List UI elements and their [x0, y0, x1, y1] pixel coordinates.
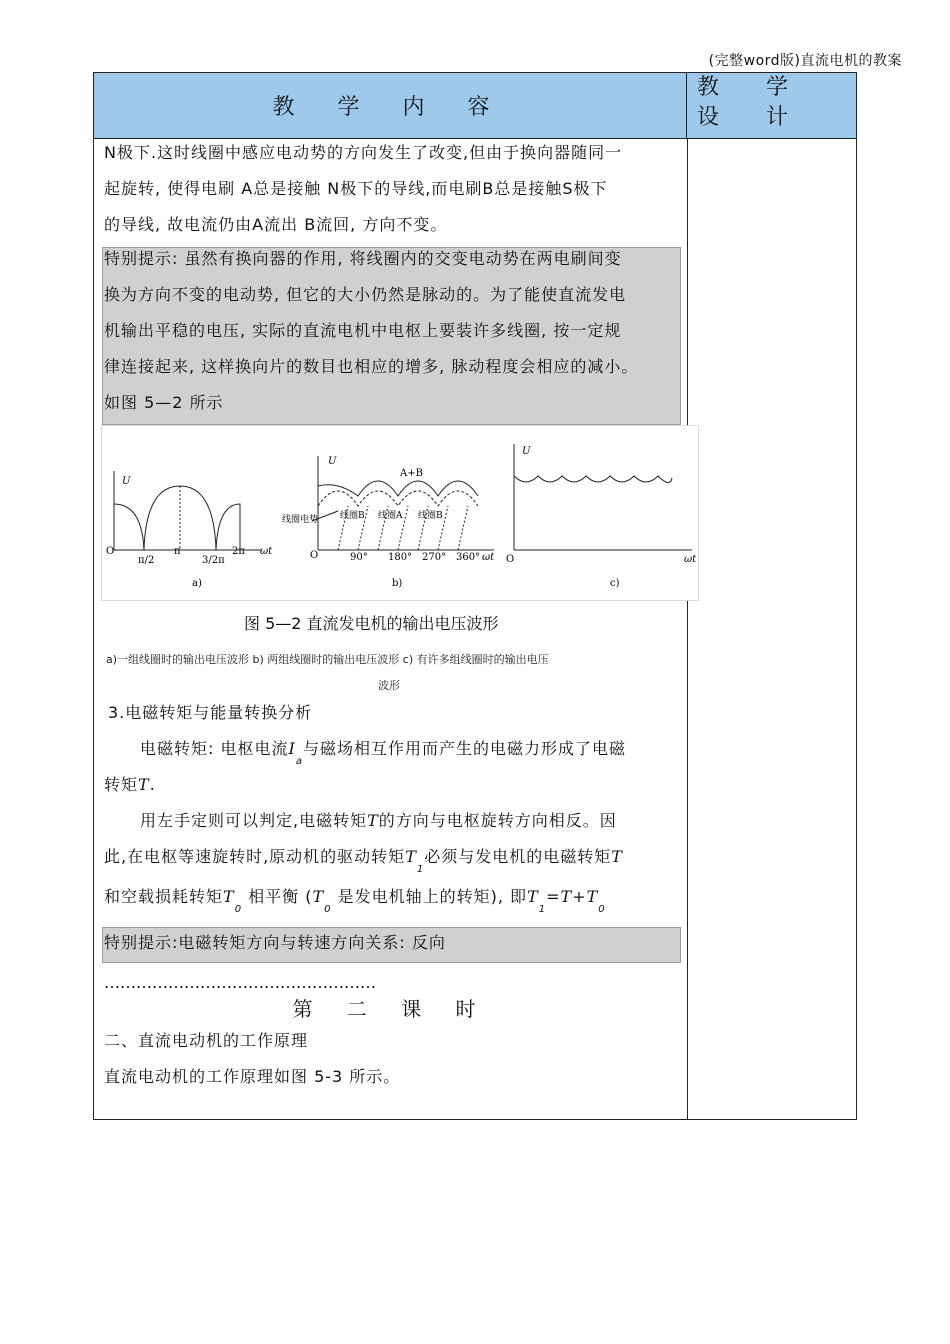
b-origin: O: [310, 550, 319, 561]
waveform-a: [114, 471, 262, 550]
figure-subcaption-2: 波形: [378, 679, 400, 692]
document-header: (完整word版)直流电机的教案: [708, 53, 902, 69]
a-origin: O: [106, 546, 115, 557]
lesson-2-title: 第 二 课 时: [292, 997, 490, 1021]
b-label: b): [392, 578, 403, 589]
a-tick-2: π: [174, 546, 181, 557]
left-hand-rule-cont: 此,在电枢等速旋转时,原动机的驱动转矩$T_1$必须与发电机的电磁转矩T: [104, 847, 623, 875]
lesson-table: [93, 72, 857, 1120]
paragraph-commutation: N极下.这时线圈中感应电动势的方向发生了改变,但由于换向器随同一 起旋转, 使得电刷 A总是接触 N极下的导线,而电刷B总是接触S极下 的导线, 故电流仍由A流出 B流回, 方向不变。: [104, 143, 623, 234]
b-coil-label: 线圈电势: [282, 515, 319, 525]
a-tick-4: 2π: [232, 546, 245, 557]
b-tick-3: 270°: [422, 552, 447, 563]
torque-definition: 电磁转矩: 电枢电流$I_a$与磁场相互作用而产生的电磁力形成了电磁: [140, 739, 626, 767]
header-teaching-content: 教 学 内 容: [94, 73, 687, 139]
dotted-separator: ……………………………………………: [104, 973, 376, 992]
section-3-title: 3.电磁转矩与能量转换分析: [108, 703, 313, 722]
tip-text-2: 特别提示:电磁转矩方向与转速方向关系: 反向: [104, 933, 446, 952]
b-coil-2: 线圈A: [378, 511, 403, 521]
b-tick-4: 360°: [456, 552, 481, 563]
c-xlabel: ωt: [684, 554, 697, 565]
column-divider: [687, 139, 688, 1119]
a-xlabel: ωt: [260, 546, 273, 557]
b-coil-3: 线圈B: [418, 511, 443, 521]
a-ylabel: U: [122, 476, 131, 487]
a-tick-1: π/2: [138, 555, 155, 566]
torque-balance: 和空载损耗转矩$T_0$ 相平衡 ($T_0$ 是发电机轴上的转矩), 即$T_1=T+T_0$: [104, 887, 606, 915]
c-label: c): [610, 578, 620, 589]
b-ylabel: U: [328, 456, 337, 467]
figure-subcaption-1: a)一组线圈时的输出电压波形 b) 两组线圈时的输出电压波形 c) 有许多组线圈时的输出电压: [106, 653, 549, 666]
b-coil-1: 线圈B: [340, 511, 365, 521]
c-ylabel: U: [522, 446, 531, 457]
figure-caption: 图 5—2 直流发电机的输出电压波形: [244, 614, 499, 633]
b-tick-1: 90°: [350, 552, 368, 563]
header-teaching-design: 教 学 设 计: [687, 73, 856, 139]
figure-5-2: [101, 425, 699, 601]
tip-text-1: 特别提示: 虽然有换向器的作用, 将线圈内的交变电动势在两电刷间变 换为方向不变的电动势, 但它的大小仍然是脉动的。为了能使直流发电 机输出平稳的电压, 实际的直流电机中电枢上要装许多线圈, 按一定规 律连接起来, 这样换向片的数目也相应的增多, 脉动程度会相应的减小。 如图 5—2 所示: [104, 249, 639, 412]
motor-principle-text: 直流电动机的工作原理如图 5-3 所示。: [104, 1067, 401, 1086]
b-sum: A+B: [400, 468, 423, 479]
left-hand-rule: 用左手定则可以判定,电磁转矩T的方向与电枢旋转方向相反。因: [140, 811, 617, 830]
c-origin: O: [506, 554, 515, 565]
b-xlabel: ωt: [482, 552, 495, 563]
waveform-c: [514, 444, 692, 550]
a-label: a): [192, 578, 202, 589]
b-tick-2: 180°: [388, 552, 413, 563]
section-2-title: 二、直流电动机的工作原理: [104, 1031, 309, 1050]
torque-definition-cont: 转矩T.: [104, 775, 156, 794]
a-tick-3: 3/2π: [202, 555, 225, 566]
